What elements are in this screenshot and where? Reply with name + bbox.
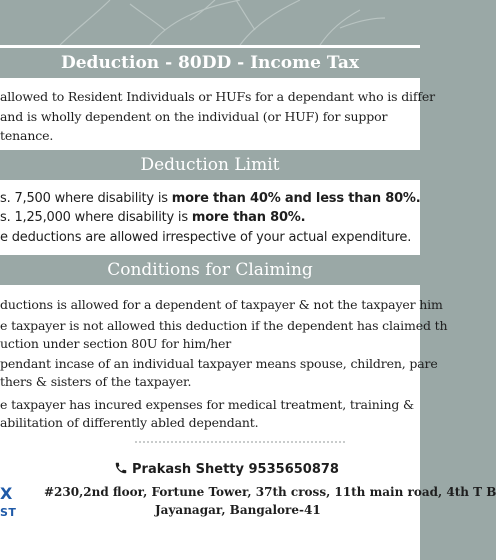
contact-name-phone: Prakash Shetty 9535650878 — [132, 462, 339, 477]
page-title: Deduction - 80DD - Income Tax — [61, 53, 359, 73]
condition-line-4: pendant incase of an individual taxpayer means spouse, children, pare — [0, 356, 438, 371]
section-heading-limit: Deduction Limit — [140, 155, 280, 175]
intro-line-1: allowed to Resident Individuals or HUFs for a dependant who is differ — [0, 89, 435, 104]
limit-item-1-bold: more than 40% and less than 80%. — [171, 191, 421, 206]
condition-line-2: e taxpayer is not allowed this deduction if the dependent has claimed th — [0, 318, 448, 333]
condition-line-3: uction under section 80U for him/her — [0, 336, 232, 351]
condition-line-6: e taxpayer has incured expenses for medical treatment, training & — [0, 397, 415, 412]
limit-item-2-text: s. 1,25,000 where disability is — [0, 210, 192, 225]
condition-line-5: thers & sisters of the taxpayer. — [0, 374, 192, 389]
limit-item-3-text: e deductions are allowed irrespective of your actual expenditure. — [0, 230, 412, 245]
intro-line-2: and is wholly dependent on the individual (or HUF) for suppor — [0, 109, 388, 124]
leaf-decoration — [0, 0, 420, 45]
limit-bar — [0, 150, 420, 180]
address-line-1: #230,2nd floor, Fortune Tower, 37th cross, 11th main road, 4th T B — [44, 485, 496, 499]
company-logo-mark: X — [0, 484, 13, 503]
contact-phone — [114, 461, 339, 477]
limit-item-2-bold: more than 80%. — [191, 210, 306, 225]
intro-line-3: tenance. — [0, 128, 54, 143]
divider — [135, 441, 345, 443]
limit-item-1 — [0, 191, 421, 206]
address-line-2: Jayanagar, Bangalore-41 — [155, 503, 321, 517]
title-bar — [0, 48, 420, 78]
phone-icon — [114, 461, 128, 475]
company-logo-text: ST — [0, 506, 17, 519]
conditions-bar — [0, 255, 420, 285]
limit-item-2 — [0, 210, 305, 225]
limit-item-3 — [0, 230, 411, 245]
condition-line-1: ductions is allowed for a dependent of taxpayer & not the taxpayer him — [0, 297, 443, 312]
section-heading-conditions: Conditions for Claiming — [107, 260, 313, 280]
limit-item-1-text: s. 7,500 where disability is — [0, 191, 172, 206]
condition-line-7: abilitation of differently abled dependant. — [0, 415, 259, 430]
